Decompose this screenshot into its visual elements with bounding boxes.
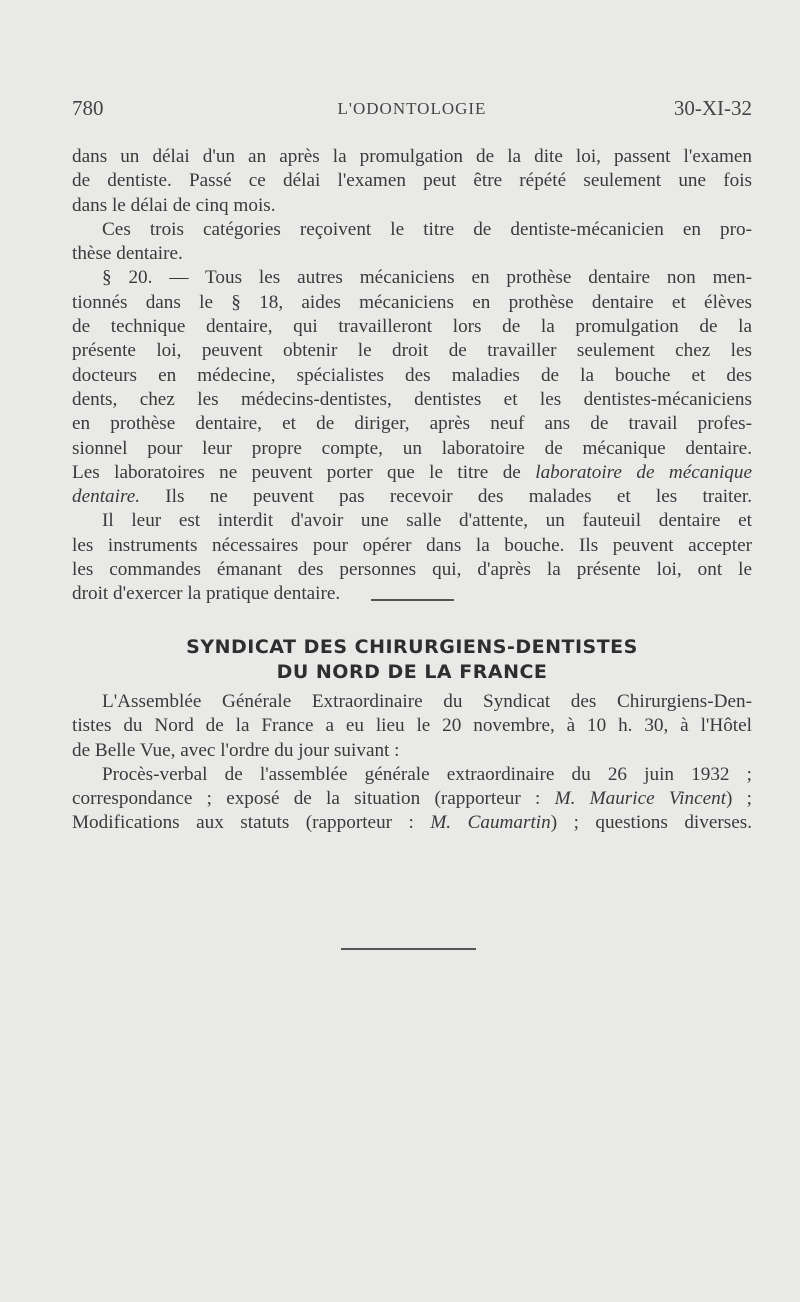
italic-run: M. Caumartin (430, 812, 551, 834)
text-line: présente loi, peuvent obtenir le droit de travailler seulement chez les (72, 340, 752, 362)
text-line: Il leur est interdit d'avoir une salle d'attente, un fauteuil dentaire et (102, 510, 752, 532)
text-line: sionnel pour leur propre compte, un laboratoire de mécanique dentaire. (72, 437, 752, 459)
text-run: Modifications aux statuts (rapporteur : (72, 812, 414, 834)
text-run: ) ; (726, 788, 752, 810)
italic-run: M. Maurice Vincent (554, 788, 727, 810)
section-heading: SYNDICAT DES CHIRURGIENS-DENTISTES (186, 636, 638, 658)
article-continuation (72, 145, 752, 607)
text-line: les instruments nécessaires pour opérer dans la bouche. Ils peuvent accepter (72, 534, 752, 556)
italic-run: dentaire. (72, 486, 141, 508)
section-body (72, 690, 752, 836)
text-line: tistes du Nord de la France a eu lieu le 20 novembre, à 10 h. 30, à l'Hôtel (72, 715, 752, 737)
text-line: de dentiste. Passé ce délai l'examen peut être répété seulement une fois (72, 170, 752, 192)
text-line: Procès-verbal de l'assemblée générale extraordinaire du 26 juin 1932 ; (102, 763, 752, 785)
running-header (72, 96, 752, 126)
page-number: 780 (72, 96, 104, 120)
text-line (72, 461, 752, 485)
text-line: dents, chez les médecins-dentistes, dentistes et les dentistes-mécaniciens (72, 388, 752, 410)
text-line: de Belle Vue, avec l'ordre du jour suivant : (72, 739, 400, 761)
text-line: en prothèse dentaire, et de diriger, après neuf ans de travail profes- (72, 413, 752, 435)
text-line (72, 787, 752, 811)
text-line (72, 485, 752, 509)
text-line: docteurs en médecine, spécialistes des maladies de la bouche et des (72, 364, 752, 386)
text-line: droit d'exercer la pratique dentaire. (72, 583, 341, 605)
text-line: Ces trois catégories reçoivent le titre de dentiste-mécanicien en pro- (102, 218, 752, 240)
journal-title: L'ODONTOLOGIE (337, 99, 487, 118)
text-line: de technique dentaire, qui travailleront lors de la promulgation de la (72, 316, 752, 338)
end-divider (341, 948, 476, 950)
text-run: Les laboratoires ne peuvent porter que le titre de (72, 461, 521, 483)
section-divider (371, 599, 454, 601)
text-line: thèse dentaire. (72, 243, 183, 265)
text-line: tionnés dans le § 18, aides mécaniciens en prothèse dentaire et élèves (72, 291, 752, 313)
text-line: § 20. — Tous les autres mécaniciens en prothèse dentaire non men- (102, 267, 752, 289)
text-run: Ils ne peuvent pas recevoir des malades et les traiter. (165, 486, 753, 508)
text-run: ) ; questions diverses. (550, 812, 752, 834)
text-line (72, 811, 752, 835)
text-line: les commandes émanant des personnes qui, d'après la présente loi, ont le (72, 559, 752, 581)
text-line: dans un délai d'un an après la promulgation de la dite loi, passent l'examen (72, 146, 752, 167)
text-line: dans le délai de cinq mois. (72, 194, 276, 216)
italic-run: laboratoire de mécanique (535, 461, 753, 483)
text-run: correspondance ; exposé de la situation (rapporteur : (72, 788, 541, 810)
text-line: L'Assemblée Générale Extraordinaire du Syndicat des Chirurgiens-Den- (102, 691, 752, 712)
section-subheading: DU NORD DE LA FRANCE (276, 661, 548, 683)
issue-date: 30-XI-32 (673, 96, 752, 120)
